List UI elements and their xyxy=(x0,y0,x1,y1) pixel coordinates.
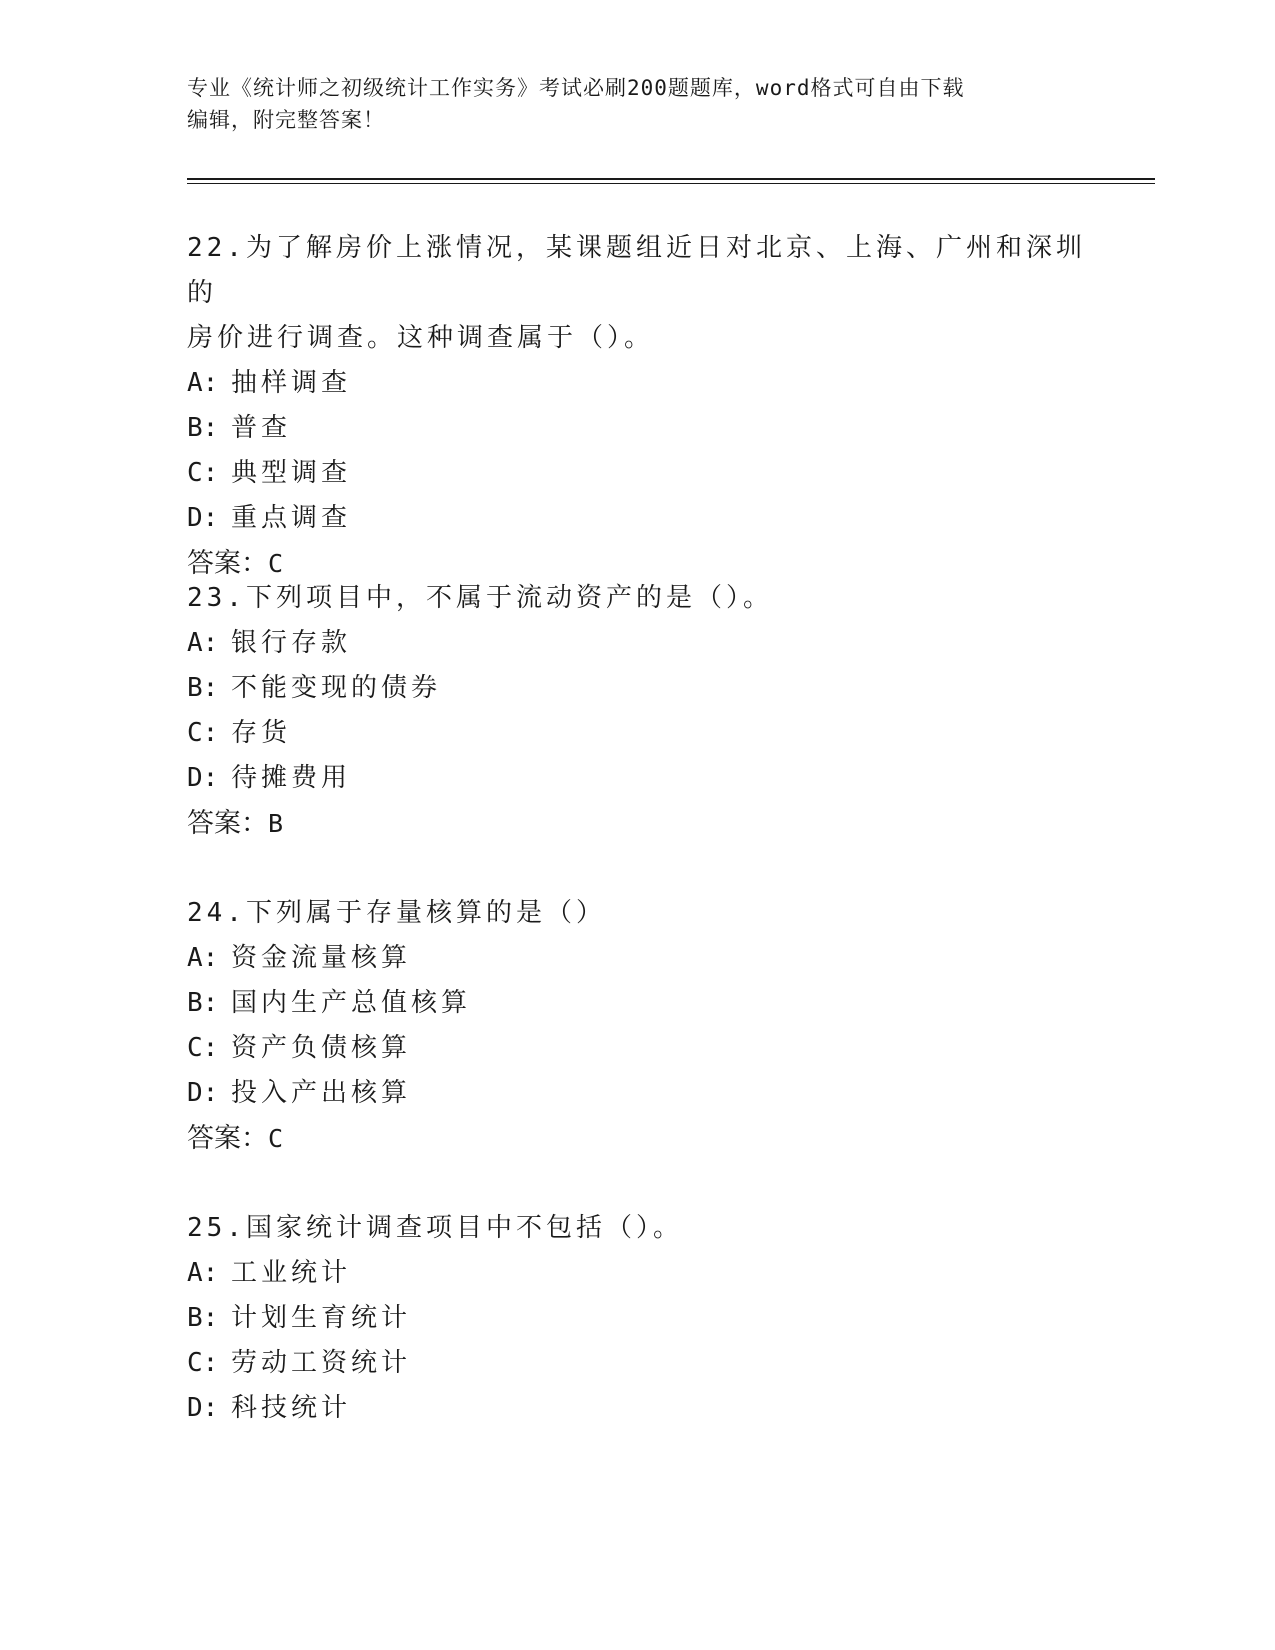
question-stem-line: 24.下列属于存量核算的是（） xyxy=(187,898,606,928)
option-d xyxy=(187,1071,1087,1116)
option-text: 国内生产总值核算 xyxy=(231,988,472,1018)
option-a xyxy=(187,1251,1087,1296)
option-text: 劳动工资统计 xyxy=(231,1348,412,1378)
option-label: C: xyxy=(187,458,219,488)
answer-label: 答案： xyxy=(187,548,268,579)
option-c xyxy=(187,711,1087,756)
option-label: A: xyxy=(187,368,219,398)
option-text: 重点调查 xyxy=(231,503,352,533)
answer-label: 答案： xyxy=(187,808,268,839)
option-label: D: xyxy=(187,763,219,793)
option-b xyxy=(187,406,1087,451)
option-text: 典型调查 xyxy=(231,458,352,488)
option-label: B: xyxy=(187,1303,219,1333)
option-c xyxy=(187,1026,1087,1071)
option-a xyxy=(187,621,1087,666)
option-label: C: xyxy=(187,1033,219,1063)
option-text: 科技统计 xyxy=(231,1393,352,1423)
option-c xyxy=(187,451,1087,496)
answer-value: C xyxy=(268,549,284,578)
option-label: D: xyxy=(187,1393,219,1423)
option-c xyxy=(187,1341,1087,1386)
option-text: 存货 xyxy=(231,718,292,748)
option-b xyxy=(187,666,1087,711)
question-25 xyxy=(187,1206,1087,1431)
question-24 xyxy=(187,891,1087,1161)
option-label: B: xyxy=(187,988,219,1018)
option-text: 普查 xyxy=(231,413,292,443)
option-d xyxy=(187,496,1087,541)
option-text: 不能变现的债券 xyxy=(231,673,442,703)
answer-line xyxy=(187,1116,1087,1161)
option-text: 资金流量核算 xyxy=(231,943,412,973)
answer-label: 答案： xyxy=(187,1123,268,1154)
option-a xyxy=(187,936,1087,981)
option-d xyxy=(187,756,1087,801)
option-text: 计划生育统计 xyxy=(231,1303,412,1333)
header-line-2: 编辑，附完整答案！ xyxy=(187,108,385,132)
option-label: B: xyxy=(187,413,219,443)
option-label: D: xyxy=(187,503,219,533)
question-23 xyxy=(187,576,1087,846)
answer-value: C xyxy=(268,1124,284,1153)
option-d xyxy=(187,1386,1087,1431)
option-label: C: xyxy=(187,1348,219,1378)
answer-line xyxy=(187,801,1087,846)
option-text: 投入产出核算 xyxy=(231,1078,412,1108)
option-text: 银行存款 xyxy=(231,628,352,658)
question-stem-line: 房价进行调查。这种调查属于（）。 xyxy=(187,323,655,353)
option-label: D: xyxy=(187,1078,219,1108)
option-label: A: xyxy=(187,628,219,658)
header-divider-thin xyxy=(187,183,1155,184)
option-b xyxy=(187,1296,1087,1341)
option-a xyxy=(187,361,1087,406)
option-label: A: xyxy=(187,1258,219,1288)
document-header xyxy=(187,72,1067,136)
option-label: A: xyxy=(187,943,219,973)
option-text: 抽样调查 xyxy=(231,368,352,398)
option-label: B: xyxy=(187,673,219,703)
option-label: C: xyxy=(187,718,219,748)
answer-value: B xyxy=(268,809,284,838)
header-divider-thick xyxy=(187,178,1155,180)
option-b xyxy=(187,981,1087,1026)
question-stem-line: 25.国家统计调查项目中不包括（）。 xyxy=(187,1213,683,1243)
question-22 xyxy=(187,226,1087,586)
question-stem-line: 22.为了解房价上涨情况，某课题组近日对北京、上海、广州和深圳的 xyxy=(187,233,1086,308)
option-text: 待摊费用 xyxy=(231,763,352,793)
option-text: 工业统计 xyxy=(231,1258,352,1288)
option-text: 资产负债核算 xyxy=(231,1033,412,1063)
header-line-1: 专业《统计师之初级统计工作实务》考试必刷200题题库，word格式可自由下载 xyxy=(187,76,965,100)
question-stem-line: 23.下列项目中，不属于流动资产的是（）。 xyxy=(187,583,773,613)
